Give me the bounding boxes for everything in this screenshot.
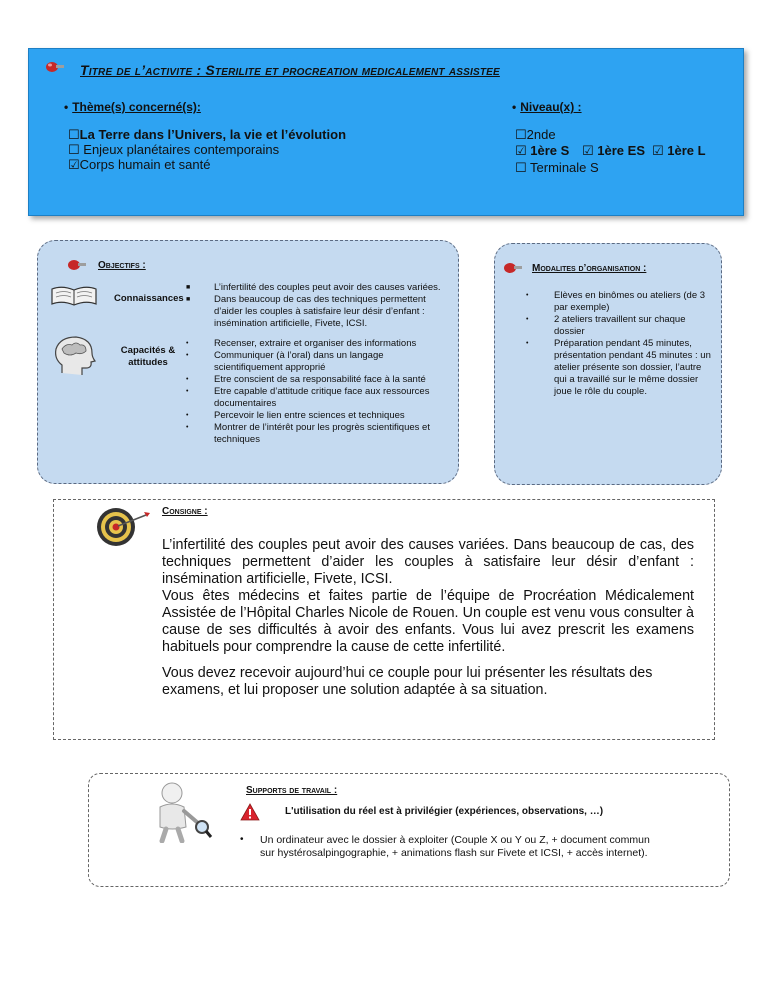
- modalites-list: [526, 290, 714, 398]
- connaissances-label: Connaissances: [114, 293, 184, 304]
- list-item: • Montrer de l’intérêt pour les progrès scientifiques et techniques: [186, 422, 430, 445]
- theme-item[interactable]: ☐La Terre dans l’Univers, la vie et l’évolution: [68, 127, 347, 143]
- list-item: ■ Dans beaucoup de cas des techniques permettent d’aider les couples à satisfaire leur désir d’enfant : insémination artificielle, Fivete, ICSI.: [186, 294, 426, 329]
- niveau-terminale[interactable]: ☐ Terminale S: [515, 160, 599, 176]
- list-item: • Communiquer (à l’oral) dans un langage scientifiquement approprié: [186, 350, 384, 373]
- list-item: • Etre capable d’attitude critique face aux ressources documentaires: [186, 386, 430, 409]
- supports-item: Un ordinateur avec le dossier à exploiter (Couple X ou Y ou Z, + document commun sur hystérosalpingographie, + animations flash sur Fivete et ICSI, + accès internet).: [260, 834, 650, 859]
- list-bullet: •: [240, 834, 244, 845]
- list-item: • Préparation pendant 45 minutes, présentation pendant 45 minutes : un atelier présente son dossier, l’autre qui a travaillé sur le même dossier joue le rôle du couple.: [526, 338, 711, 397]
- open-book-icon: [50, 285, 98, 307]
- list-item: ■ L’infertilité des couples peut avoir des causes variées.: [186, 282, 441, 293]
- list-item: • Elèves en binômes ou ateliers (de 3 par exemple): [526, 290, 706, 313]
- list-item: • Etre conscient de sa responsabilité face à la santé: [186, 374, 426, 385]
- capacites-list: [186, 338, 450, 446]
- niveau-heading: • Niveau(x) :: [512, 100, 582, 114]
- themes-heading: • Thème(s) concerné(s):: [64, 100, 201, 114]
- list-item: • Percevoir le lien entre sciences et techniques: [186, 410, 405, 421]
- niveau-premiere-s[interactable]: ☑ 1ère S: [515, 143, 570, 159]
- list-item: • 2 ateliers travaillent sur chaque dossier: [526, 314, 686, 337]
- connaissances-list: [186, 282, 450, 330]
- objectifs-title: Objectifs :: [98, 260, 146, 271]
- supports-title: Supports de travail :: [246, 785, 338, 796]
- brain-head-icon: [52, 335, 98, 377]
- consigne-paragraph: L’infertilité des couples peut avoir des causes variées. Dans beaucoup de cas, des techniques permettent d’aider les couples à satisfaire leur désir d’enfant : insémination artificielle, Fivete, ICSI.: [162, 537, 694, 587]
- capacites-label: Capacités & attitudes: [120, 345, 176, 368]
- pushpin-icon: [66, 258, 88, 272]
- consigne-paragraph: Vous êtes médecins et faites partie de l’équipe de Procréation Médicalement Assistée de l’Hôpital Charles Nicole de Rouen. Un couple est venu vous consulter à cause de ses difficultés à avoir des enfants. Vous lui avez prescrit les examens habituels pour comprendre la cause de cette infertilité.: [162, 588, 694, 655]
- consigne-title: Consigne :: [162, 506, 208, 517]
- supports-warning: L'utilisation du réel est à privilégier (expériences, observations, …): [285, 806, 604, 817]
- niveau-premiere-es[interactable]: ☑ 1ère ES: [582, 143, 645, 159]
- warning-icon: [240, 803, 260, 821]
- list-item: • Recenser, extraire et organiser des informations: [186, 338, 417, 349]
- modalites-title: Modalites d’organisation :: [532, 263, 647, 274]
- niveau-seconde[interactable]: ☐2nde: [515, 127, 556, 143]
- niveau-premiere-l[interactable]: ☑ 1ère L: [652, 143, 706, 159]
- target-dart-icon: [94, 505, 154, 547]
- activity-title: Titre de l’activite : Sterilite et procreation medicalement assistee: [80, 62, 500, 78]
- magnifier-figure-icon: [148, 781, 214, 843]
- pushpin-icon: [44, 60, 66, 74]
- theme-item[interactable]: ☑Corps humain et santé: [68, 157, 211, 173]
- pushpin-icon: [502, 261, 524, 275]
- consigne-paragraph: Vous devez recevoir aujourd’hui ce couple pour lui présenter les résultats des examens, et lui proposer une solution adaptée à sa situation.: [162, 665, 653, 698]
- theme-item[interactable]: ☐ Enjeux planétaires contemporains: [68, 142, 280, 158]
